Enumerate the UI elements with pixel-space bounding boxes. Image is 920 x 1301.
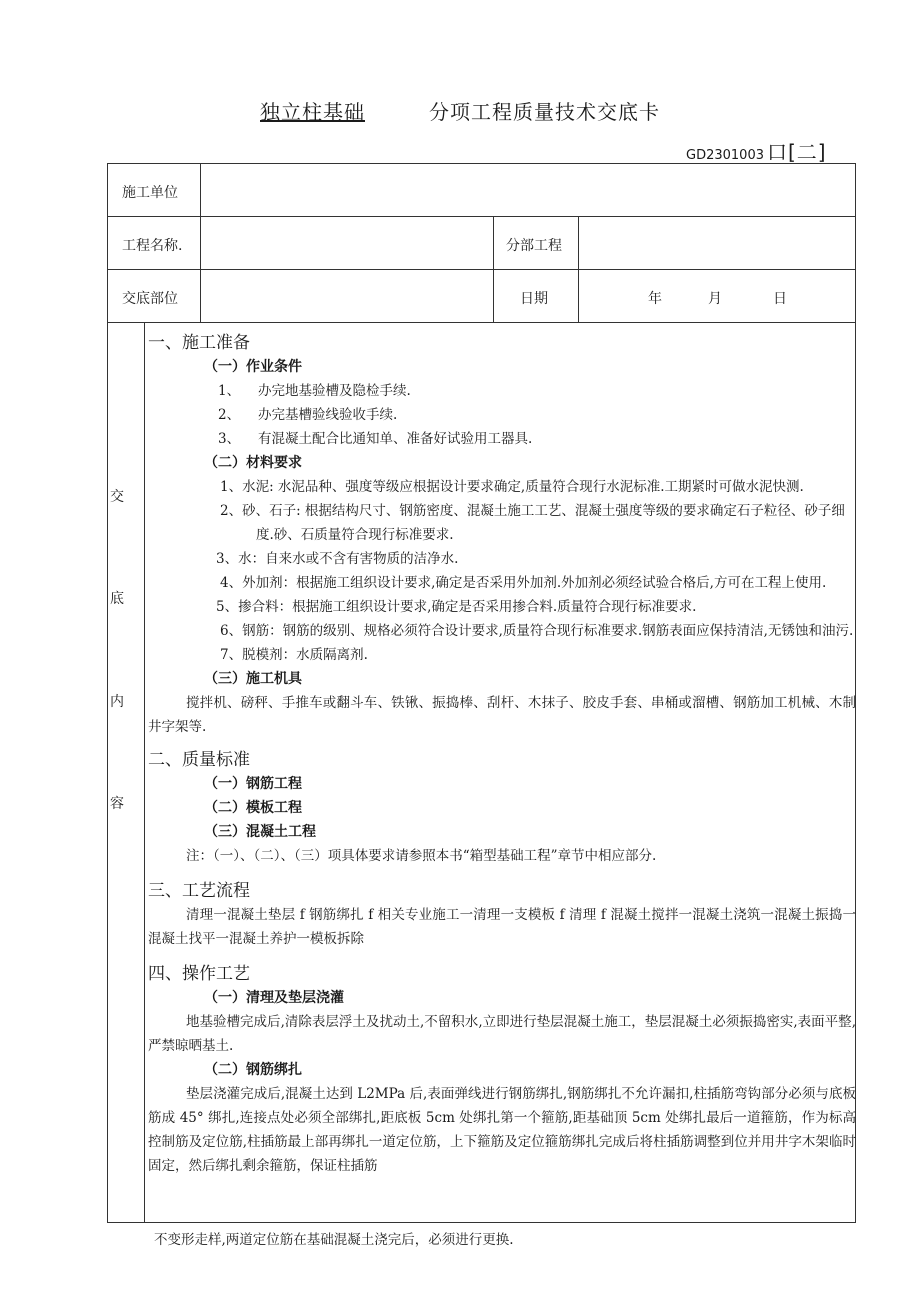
date-label: 日期	[520, 291, 548, 307]
paragraph: 地基验槽完成后,清除表层浮土及扰动土,不留积水,立即进行垫层混凝土施工，垫层混凝土必须振捣密实,表面平整,严禁晾晒基土.	[148, 1014, 856, 1054]
subsection-heading: （二）材料要求	[204, 455, 302, 471]
subsection-heading: （一）钢筋工程	[204, 776, 302, 792]
date-day: 日	[773, 291, 787, 307]
section-heading: 三、工艺流程	[148, 881, 250, 901]
list-item: 2、 办完基槽验线验收手续.	[218, 407, 398, 423]
continuation-text: 不变形走样,两道定位筋在基础混凝土浇完后，必须进行更换.	[154, 1232, 514, 1248]
subsection-heading: （三）混凝土工程	[204, 824, 316, 840]
location-label: 交底部位	[122, 291, 178, 307]
disclosure-content	[148, 324, 856, 1178]
list-item: 3、水：自来水或不含有害物质的洁净水.	[216, 551, 459, 567]
paragraph: 垫层浇灌完成后,混凝土达到 L2MPa 后,表面弹线进行钢筋绑扎,钢筋绑扎不允许漏扣,柱插筋弯钩部分必须与底板筋成 45° 绑扎,连接点处必须全部绑扎,距底板 5cm 处绑扎第一个箍筋,距基础顶 5cm 处绑扎最后一道箍筋，作为标高控制筋及定位筋,柱插筋最上部再绑扎一道定位筋，上下箍筋及定位箍筋绑扎完成后将柱插筋调整到位并用井字木架临时固定，然后绑扎剩余箍筋，保证柱插筋	[148, 1086, 856, 1174]
subsection-heading: （一）作业条件	[204, 359, 302, 375]
side-label-char: 底	[110, 591, 124, 607]
list-item: 7、脱模剂：水质隔离剂.	[220, 647, 368, 663]
code-number: GD2301003	[686, 148, 764, 163]
section-heading: 二、质量标准	[148, 750, 250, 770]
col-divider	[200, 164, 201, 322]
subsection-heading: （一）清理及垫层浇灌	[204, 990, 344, 1006]
col-divider	[493, 216, 494, 322]
list-item: 2、砂、石子: 根据结构尺寸、钢筋密度、混凝土施工工艺、混凝土强度等级的要求确定石子粒径、砂子细度.砂、石质量符合现行标准要求.	[220, 503, 845, 543]
side-label-char: 容	[110, 796, 124, 812]
project-name-label: 工程名称.	[122, 238, 183, 254]
col-divider	[578, 216, 579, 322]
section-heading: 四、操作工艺	[148, 964, 250, 984]
document-title	[0, 96, 920, 125]
subsection-heading: （二）模板工程	[204, 800, 302, 816]
list-item: 3、 有混凝土配合比通知单、准备好试验用工器具.	[218, 431, 533, 447]
paragraph: 清理一混凝土垫层 f 钢筋绑扎 f 相关专业施工一清理一支模板 f 清理 f 混凝土搅拌一混凝土浇筑一混凝土振捣一混凝土找平一混凝土养护一模板拆除	[148, 907, 856, 947]
list-item: 1、 办完地基验槽及隐检手续.	[218, 383, 411, 399]
title-card-name: 分项工程质量技术交底卡	[429, 100, 660, 124]
side-label-char: 内	[110, 694, 124, 710]
form-table	[107, 163, 856, 1223]
row-divider	[108, 269, 855, 270]
list-item: 5、掺合料：根据施工组织设计要求,确定是否采用掺合料.质量符合现行标准要求.	[216, 599, 697, 615]
row-divider	[108, 216, 855, 217]
list-item: 4、外加剂：根据施工组织设计要求,确定是否采用外加剂.外加剂必须经试验合格后,方可在工程上使用.	[220, 575, 827, 591]
list-item: 1、水泥: 水泥品种、强度等级应根据设计要求确定,质量符合现行水泥标准.工期紧时可做水泥快测.	[220, 479, 804, 495]
title-subject: 独立柱基础	[260, 100, 365, 124]
subproject-label: 分部工程	[506, 238, 562, 254]
list-item: 6、钢筋：钢筋的级别、规格必须符合设计要求,质量符合现行标准要求.钢筋表面应保持清洁,无锈蚀和油污.	[220, 623, 854, 639]
paragraph: 搅拌机、磅秤、手推车或翻斗车、铁锹、振捣棒、刮杆、木抹子、胶皮手套、串桶或溜槽、钢筋加工机械、木制井字架等.	[148, 695, 856, 735]
document-code	[686, 136, 827, 165]
date-year: 年	[648, 291, 662, 307]
unit-label: 施工单位	[122, 185, 178, 201]
code-symbols: 口[二]	[766, 140, 827, 164]
date-month: 月	[708, 291, 722, 307]
note-text: 注：（一）、（二）、（三）项具体要求请参照本书“箱型基础工程”章节中相应部分.	[186, 848, 657, 864]
col-divider	[144, 322, 145, 1222]
section-heading: 一、施工准备	[148, 333, 250, 353]
subsection-heading: （三）施工机具	[204, 671, 302, 687]
row-divider	[108, 322, 855, 323]
side-label-char: 交	[110, 489, 124, 505]
subsection-heading: （二）钢筋绑扎	[204, 1062, 302, 1078]
